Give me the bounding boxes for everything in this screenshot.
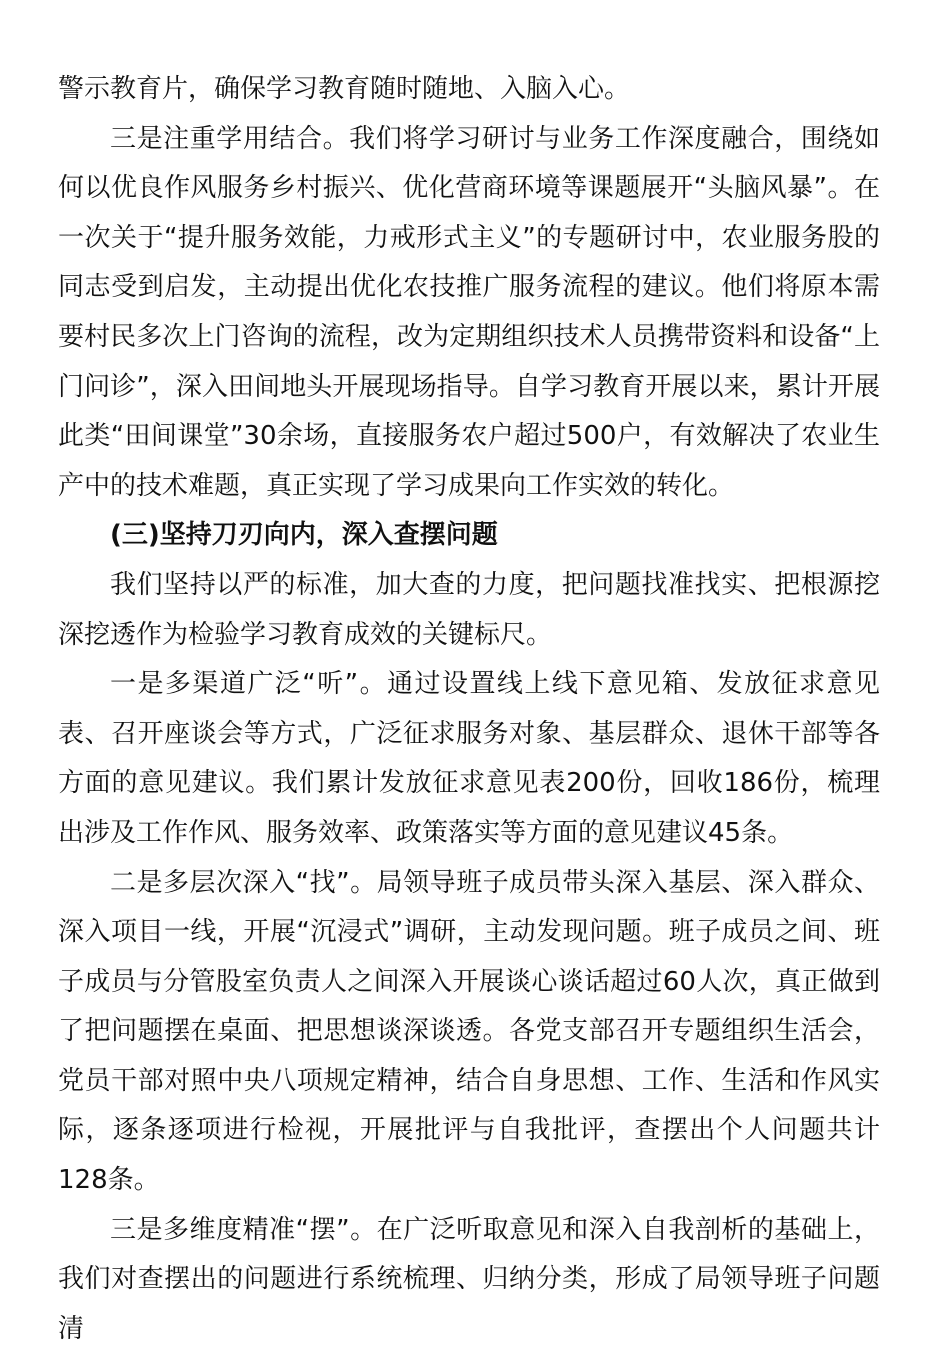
paragraph-find: 二是多层次深入“找”。局领导班子成员带头深入基层、深入群众、深入项目一线，开展“沉浸式”调研，主动发现问题。班子成员之间、班子成员与分管股室负责人之间深入开展谈心谈话超过60人次，真正做到了把问题摆在桌面、把思想谈深谈透。各党支部召开专题组织生活会，党员干部对照中央八项规定精神，结合自身思想、工作、生活和作风实际，逐条逐项进行检视，开展批评与自我批评，查摆出个人问题共计128条。: [58, 867, 880, 1196]
paragraph-section-intro: 我们坚持以严的标准，加大查的力度，把问题找准找实、把根源挖深挖透作为检验学习教育成效的关键标尺。: [58, 569, 880, 650]
paragraph-study-application: 三是注重学用结合。我们将学习研讨与业务工作深度融合，围绕如何以优良作风服务乡村振兴、优化营商环境等课题展开“头脑风暴”。在一次关于“提升服务效能，力戒形式主义”的专题研讨中，农业服务股的同志受到启发，主动提出优化农技推广服务流程的建议。他们将原本需要村民多次上门咨询的流程，改为定期组织技术人员携带资料和设备“上门问诊”，深入田间地头开展现场指导。自学习教育开展以来，累计开展此类“田间课堂”30余场，直接服务农户超过500户，有效解决了农业生产中的技术难题，真正实现了学习成果向工作实效的转化。: [58, 123, 880, 501]
paragraph-present: 三是多维度精准“摆”。在广泛听取意见和深入自我剖析的基础上，我们对查摆出的问题进行系统梳理、归纳分类，形成了局领导班子问题清: [58, 1214, 880, 1344]
paragraph-continuation: 警示教育片，确保学习教育随时随地、入脑入心。: [58, 74, 631, 104]
document-page: [58, 65, 880, 1354]
paragraph-listen: 一是多渠道广泛“听”。通过设置线上线下意见箱、发放征求意见表、召开座谈会等方式，广泛征求服务对象、基层群众、退休干部等各方面的意见建议。我们累计发放征求意见表200份，回收186份，梳理出涉及工作作风、服务效率、政策落实等方面的意见建议45条。: [58, 669, 880, 848]
section-heading: (三)坚持刀刃向内，深入查摆问题: [110, 520, 498, 551]
